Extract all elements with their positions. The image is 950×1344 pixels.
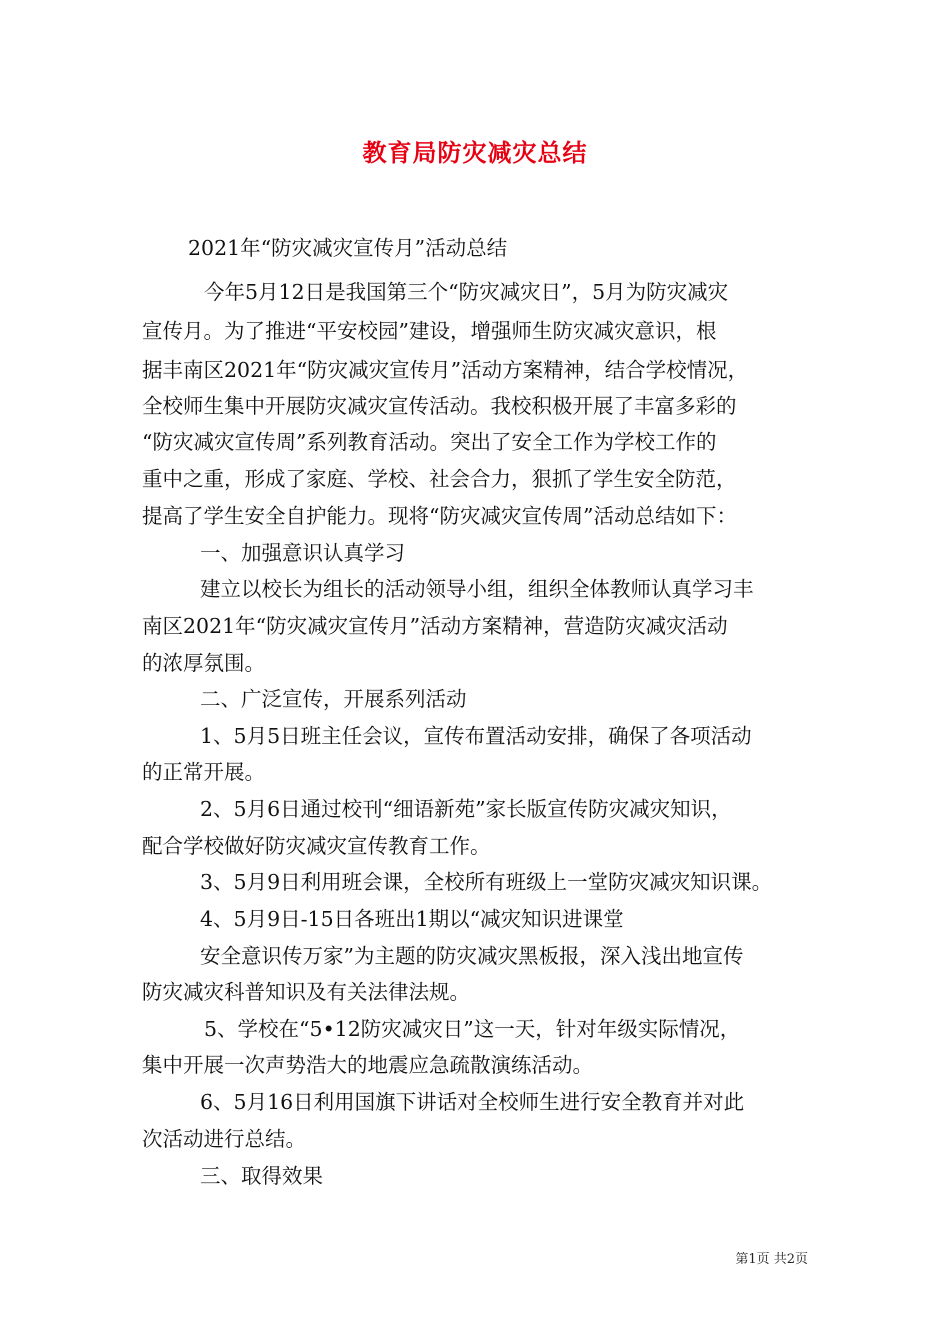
list-item-line: 4、5月9日-15日各班出1期以“减灾知识进课堂 xyxy=(200,907,624,931)
paragraph-line: 宣传月。为了推进“平安校园”建设，增强师生防灾减灾意识，根 xyxy=(142,319,717,343)
list-item-line: 集中开展一次声势浩大的地震应急疏散演练活动。 xyxy=(142,1053,593,1077)
paragraph-line: 据丰南区2021年“防灾减灾宣传月”活动方案精神，结合学校情况， xyxy=(142,358,749,382)
list-item-line: 的正常开展。 xyxy=(142,760,265,784)
subtitle-line: 2021年“防灾减灾宣传月”活动总结 xyxy=(188,236,508,260)
page-number: 第1页 共2页 xyxy=(735,1252,808,1267)
paragraph-line: 今年5月12日是我国第三个“防灾减灾日”，5月为防灾减灾 xyxy=(204,280,729,304)
paragraph-line: 提高了学生安全自护能力。现将“防灾减灾宣传周”活动总结如下： xyxy=(142,504,737,528)
list-item-line: 安全意识传万家”为主题的防灾减灾黑板报，深入浅出地宣传 xyxy=(200,944,744,968)
list-item-line: 2、5月6日通过校刊“细语新苑”家长版宣传防灾减灾知识， xyxy=(200,797,732,821)
list-item-line: 配合学校做好防灾减灾宣传教育工作。 xyxy=(142,834,491,858)
paragraph-line: 的浓厚氛围。 xyxy=(142,651,265,675)
list-item-line: 3、5月9日利用班会课，全校所有班级上一堂防灾减灾知识课。 xyxy=(200,870,773,894)
list-item-line: 次活动进行总结。 xyxy=(142,1127,306,1151)
paragraph-line: 重中之重，形成了家庭、学校、社会合力，狠抓了学生安全防范， xyxy=(142,467,737,491)
paragraph-line: 南区2021年“防灾减灾宣传月”活动方案精神，营造防灾减灾活动 xyxy=(142,614,728,638)
section-heading-1: 一、加强意识认真学习 xyxy=(200,541,405,565)
list-item-line: 防灾减灾科普知识及有关法律法规。 xyxy=(142,980,470,1004)
list-item-line: 6、5月16日利用国旗下讲话对全校师生进行安全教育并对此 xyxy=(200,1090,745,1114)
document-title: 教育局防灾减灾总结 xyxy=(362,138,588,167)
list-item-line: 1、5月5日班主任会议，宣传布置活动安排，确保了各项活动 xyxy=(200,724,752,748)
section-heading-2: 二、广泛宣传，开展系列活动 xyxy=(200,687,467,711)
list-item-line: 5、学校在“5•12防灾减灾日”这一天，针对年级实际情况， xyxy=(204,1017,741,1041)
paragraph-line: 全校师生集中开展防灾减灾宣传活动。我校积极开展了丰富多彩的 xyxy=(142,394,737,418)
paragraph-line: “防灾减灾宣传周”系列教育活动。突出了安全工作为学校工作的 xyxy=(142,430,717,454)
paragraph-line: 建立以校长为组长的活动领导小组，组织全体教师认真学习丰 xyxy=(200,577,754,601)
section-heading-3: 三、取得效果 xyxy=(200,1164,323,1188)
